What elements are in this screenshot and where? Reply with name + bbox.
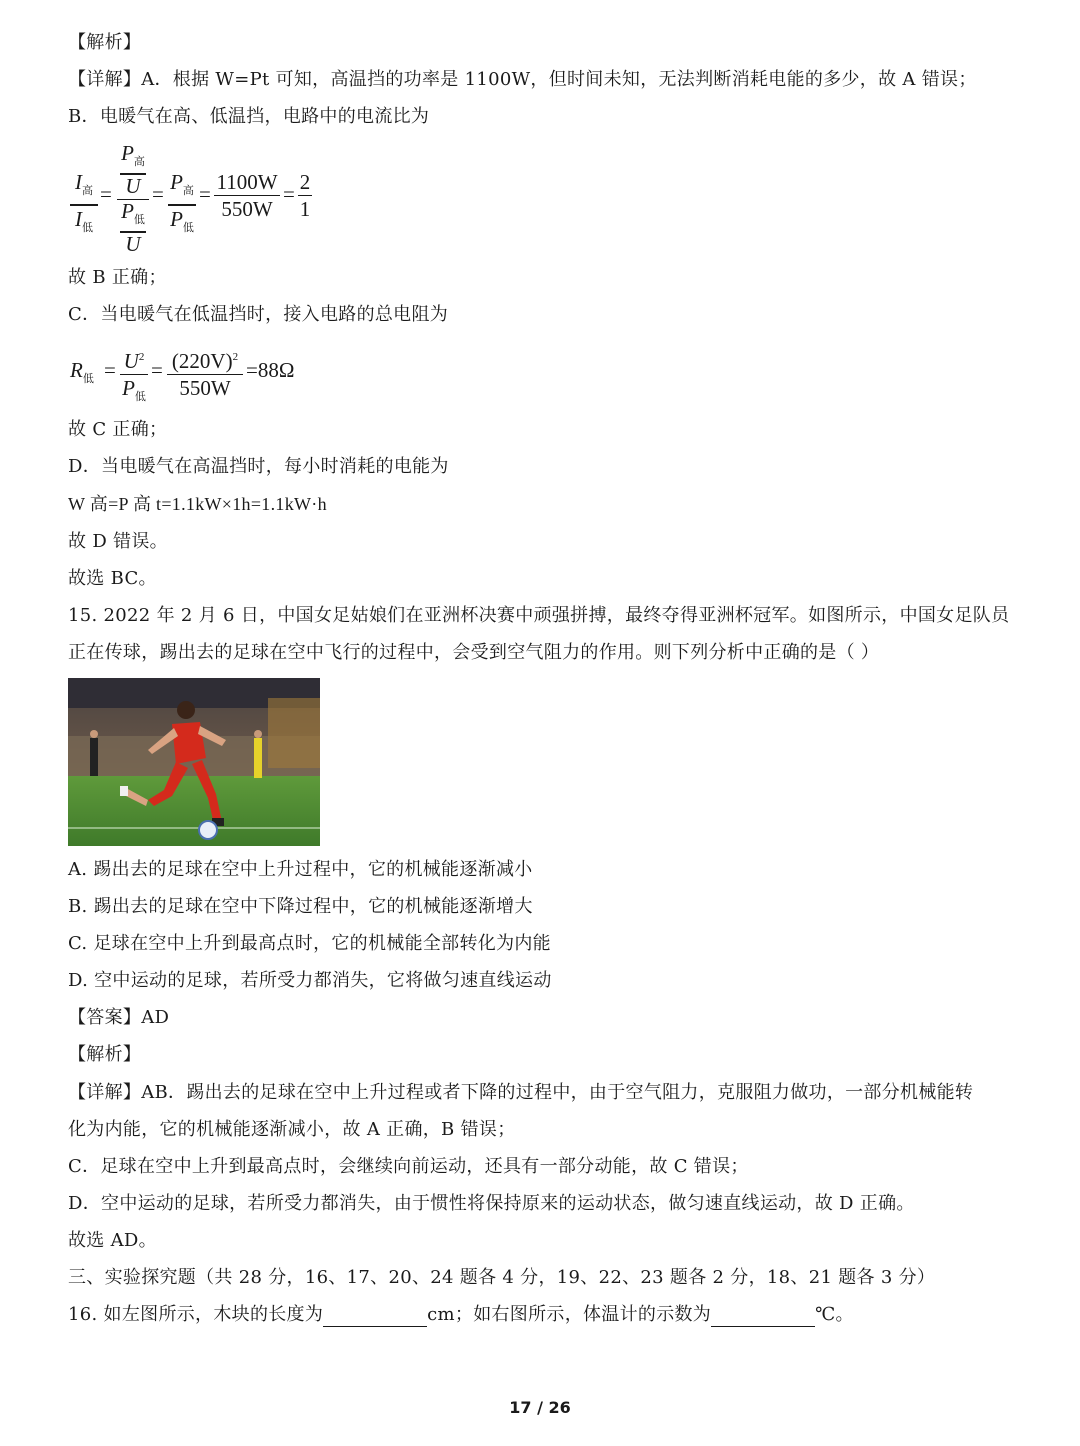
analysis-header-2: 【解析】 [68, 1044, 142, 1065]
length-answer-blank[interactable] [323, 1308, 427, 1327]
answer-label: 【答案】AD [68, 1007, 170, 1028]
option-d: D. 空中运动的足球，若所受力都消失，它将做匀速直线运动 [68, 970, 552, 991]
question-15-line1: 15. 2022 年 2 月 6 日，中国女足姑娘们在亚洲杯决赛中顽强拼搏，最终夺得亚洲杯冠军。如图所示，中国女足队员 [68, 605, 1010, 626]
question-16: 16. 如左图所示，木块的长度为 cm；如右图所示，体温计的示数为 ℃。 [68, 1304, 854, 1325]
soccer-player-photo [68, 678, 320, 846]
option-b-intro: B．电暖气在高、低温挡，电路中的电流比为 [68, 106, 430, 127]
analysis-header: 【解析】 [68, 32, 142, 53]
formula-energy: W 高=P 高 t=1.1kW×1h=1.1kW·h [68, 494, 327, 514]
detail-q15-line1: 【详解】AB．踢出去的足球在空中上升过程或者下降的过程中，由于空气阻力，克服阻力做功，一部分机械能转 [68, 1082, 974, 1103]
option-b-conclusion: 故 B 正确； [68, 267, 167, 288]
formula-resistance: $R_低$ = $U^2$ $P_低$ = $(220V)^2$ 550W =88Ω [70, 342, 330, 408]
option-c-intro: C．当电暖气在低温挡时，接入电路的总电阻为 [68, 304, 449, 325]
option-b: B. 踢出去的足球在空中下降过程中，它的机械能逐渐增大 [68, 896, 533, 917]
soccer-player-illustration [68, 678, 320, 846]
option-c-conclusion: 故 C 正确； [68, 419, 168, 440]
formula-current-ratio: $I_高$ $I_低$ = $P_高$ U $P_低$ U = $P_高$ $P_低$ = 1100W 550W = 2 1 [70, 140, 330, 255]
page-number: 17 / 26 [509, 1398, 571, 1417]
i-ratio-fraction: $I_高$ $I_低$ [70, 169, 98, 241]
option-a: A. 踢出去的足球在空中上升过程中，它的机械能逐渐减小 [68, 859, 533, 880]
option-d-intro: D．当电暖气在高温挡时，每小时消耗的电能为 [68, 456, 449, 477]
question-15-line2: 正在传球，踢出去的足球在空中飞行的过程中，会受到空气阻力的作用。则下列分析中正确的是（ ） [68, 642, 880, 663]
section-3-header: 三、实验探究题（共 28 分，16、17、20、24 题各 4 分，19、22、23 题各 2 分，18、21 题各 3 分） [68, 1267, 936, 1288]
option-d-conclusion: 故 D 错误。 [68, 531, 168, 552]
detail-q15-c: C．足球在空中上升到最高点时，会继续向前运动，还具有一部分动能，故 C 错误； [68, 1156, 749, 1177]
temperature-answer-blank[interactable] [711, 1308, 815, 1327]
p-ratio-fraction: $P_高$ $P_低$ [168, 169, 196, 241]
voltage-value-fraction: $(220V)^2$ 550W [167, 344, 243, 401]
power-value-fraction: 1100W 550W [214, 169, 280, 222]
u-squared-fraction: $U^2$ $P_低$ [120, 344, 148, 411]
detail-q15-line2: 化为内能，它的机械能逐渐减小，故 A 正确，B 错误； [68, 1119, 516, 1140]
detail-q15-d: D．空中运动的足球，若所受力都消失，由于惯性将保持原来的运动状态，做匀速直线运动，故 D 正确。 [68, 1193, 915, 1214]
ratio-result-fraction: 2 1 [299, 170, 311, 222]
option-c: C. 足球在空中上升到最高点时，它的机械能全部转化为内能 [68, 933, 551, 954]
answer-q14: 故选 BC。 [68, 568, 157, 589]
nested-fraction: $P_高$ U $P_低$ U [117, 142, 149, 255]
detail-q14-a: 【详解】A．根据 W=Pt 可知，高温挡的功率是 1100W，但时间未知，无法判断消耗电能的多少，故 A 错误； [68, 69, 977, 90]
answer-q15: 故选 AD。 [68, 1230, 157, 1251]
